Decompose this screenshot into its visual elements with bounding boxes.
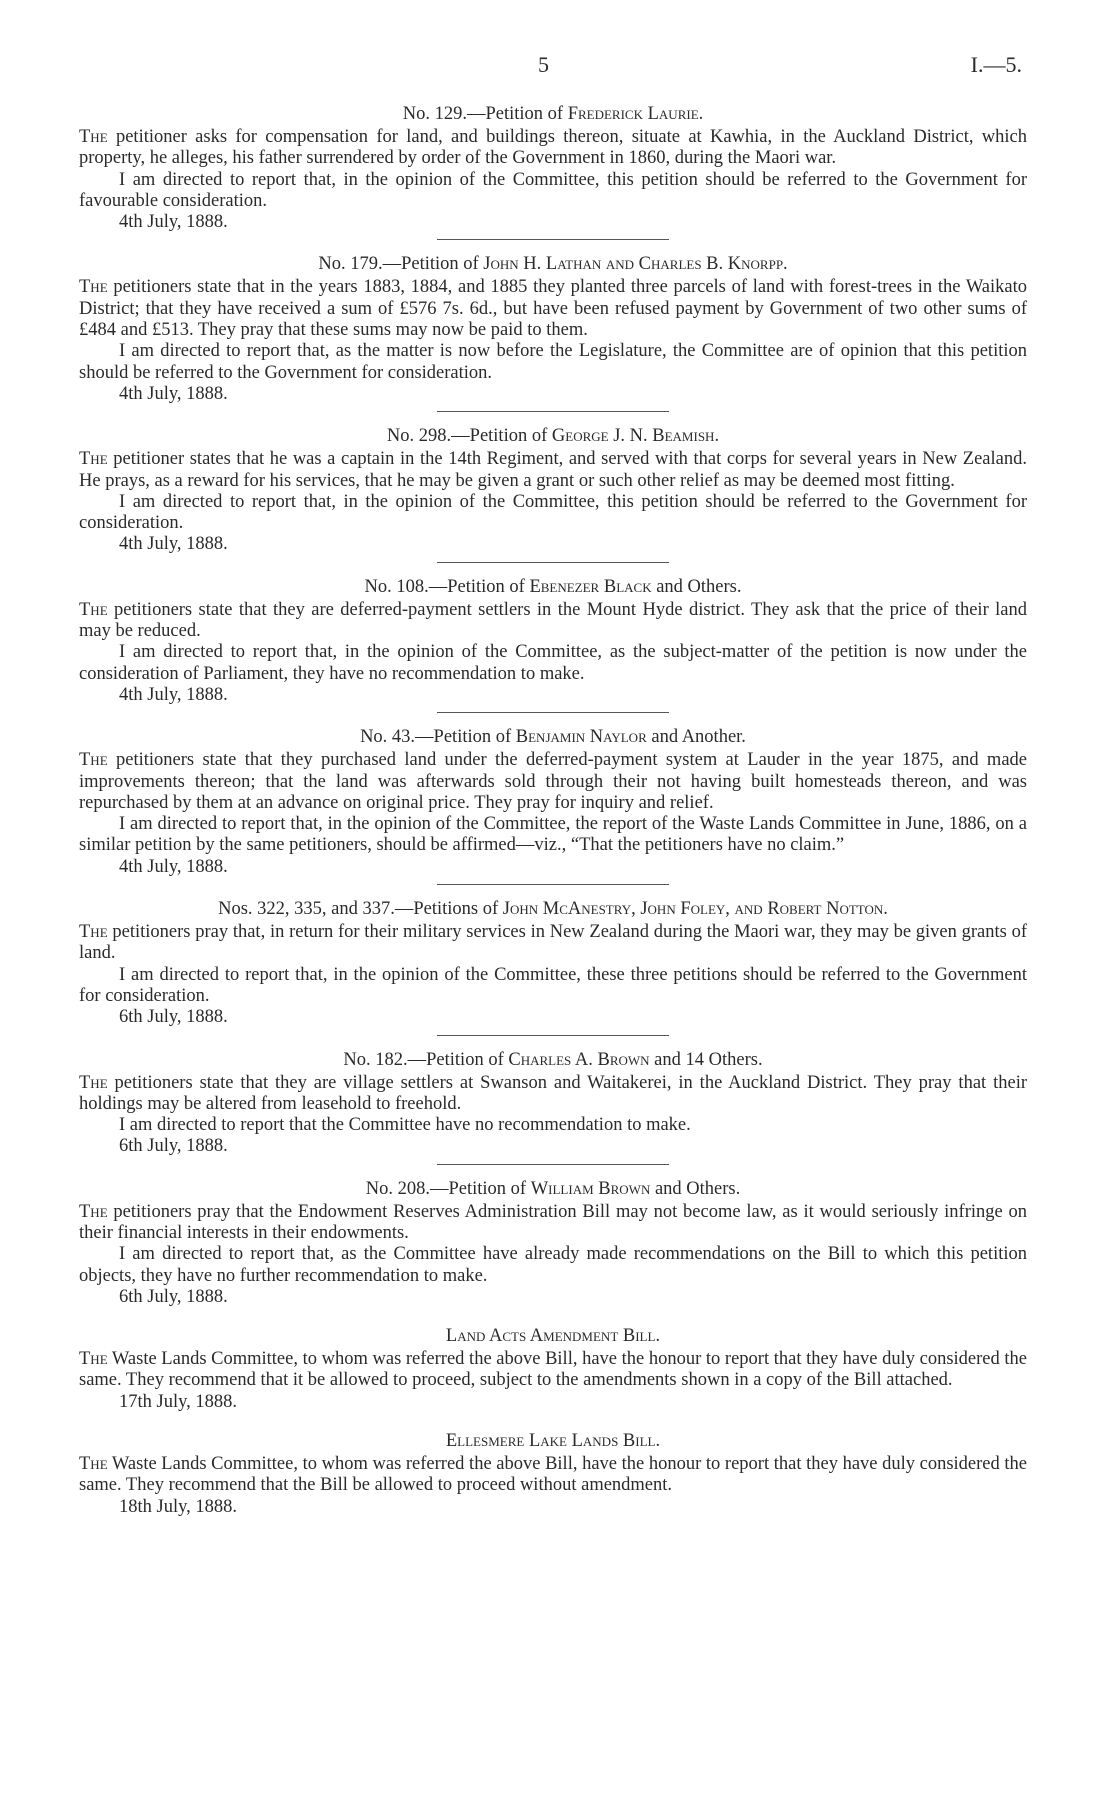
separator-rule xyxy=(437,1164,669,1165)
report-date: 6th July, 1888. xyxy=(119,1136,228,1157)
separator-rule xyxy=(437,411,669,412)
petition-title: No. 298.—Petition of George J. N. Beamish. xyxy=(386,426,720,447)
separator-rule xyxy=(437,1035,669,1036)
committee-report: I am directed to report that, as the matter is now before the Legislature, the Committee are of opinion that this petition should be referred to the Government for consideration. xyxy=(79,341,1027,383)
petition-summary: The petitioners state that they are deferred-payment settlers in the Mount Hyde district. They ask that the price of their land may be reduced. xyxy=(79,599,1027,642)
petition-entry xyxy=(79,899,1027,1028)
report-date: 4th July, 1888. xyxy=(119,383,228,404)
report-date: 18th July, 1888. xyxy=(119,1496,238,1517)
committee-report: I am directed to report that, in the opinion of the Committee, as the subject-matter of the petition is now under the consideration of Parliament, they have no recommendation to make. xyxy=(79,642,1027,684)
page-header xyxy=(0,52,1114,86)
petition-entry xyxy=(79,1050,1027,1158)
petition-summary: The petitioners state that they are village settlers at Swanson and Waitakerei, in the Auckland District. They pray that their holdings may be altered from leasehold to freehold. xyxy=(79,1072,1027,1114)
petition-title: Nos. 322, 335, and 337.—Petitions of John McAnestry, John Foley, and Robert Notton. xyxy=(218,899,888,920)
bill-summary: The Waste Lands Committee, to whom was referred the above Bill, have the honour to report that they have duly considered the same. They recommend that the Bill be allowed to proceed without amendment. xyxy=(79,1454,1027,1496)
petition-entry xyxy=(79,577,1027,706)
petition-entry xyxy=(79,104,1027,233)
page-number: 5 xyxy=(538,52,549,77)
committee-report: I am directed to report that, in the opinion of the Committee, the report of the Waste Lands Committee in June, 1886, on a similar petition by the same petitioners, should be affirmed—viz., “That the petitioners have no claim.” xyxy=(79,814,1027,856)
separator-rule xyxy=(437,239,669,240)
report-date: 4th July, 1888. xyxy=(119,534,228,555)
committee-report: I am directed to report that, in the opinion of the Committee, this petition should be referred to the Government for favourable consideration. xyxy=(79,169,1027,211)
petition-entry xyxy=(79,1179,1027,1308)
separator-rule xyxy=(437,562,669,563)
committee-report: I am directed to report that the Committee have no recommendation to make. xyxy=(119,1115,691,1136)
petition-summary: The petitioner asks for compensation for land, and buildings thereon, situate at Kawhia, in the Auckland District, which property, he alleges, his father surrendered by order of the Government in 1860, during the Maori war. xyxy=(79,127,1027,169)
petition-summary: The petitioners state that they purchased land under the deferred-payment system at Lauder in the year 1875, and made improvements thereon; that the land was afterwards sold through their not having built homesteads thereon, and was repurchased by them at an advance on original price. They pray for inquiry and relief. xyxy=(79,750,1027,813)
report-date: 6th July, 1888. xyxy=(119,1286,228,1307)
bill-report xyxy=(79,1431,1027,1518)
petition-title: No. 179.—Petition of John H. Lathan and Charles B. Knorpp. xyxy=(318,254,788,275)
report-date: 4th July, 1888. xyxy=(119,856,228,877)
petition-summary: The petitioner states that he was a captain in the 14th Regiment, and served with that corps for several years in New Zealand. He prays, as a reward for his services, that he may be given a grant or such other relief as may be deemed most fitting. xyxy=(79,449,1027,491)
committee-report: I am directed to report that, in the opinion of the Committee, this petition should be referred to the Government for consideration. xyxy=(79,491,1027,534)
report-date: 4th July, 1888. xyxy=(119,684,228,705)
report-date: 4th July, 1888. xyxy=(119,212,228,233)
petition-summary: The petitioners state that in the years 1883, 1884, and 1885 they planted three parcels of land with forest-trees in the Waikato District; that they have received a sum of £576 7s. 6d., but have been refused payment by Government of two other sums of £484 and £513. They pray that these sums may now be paid to them. xyxy=(79,277,1027,341)
committee-report: I am directed to report that, in the opinion of the Committee, these three petitions should be referred to the Government for consideration. xyxy=(79,964,1027,1006)
report-date: 6th July, 1888. xyxy=(119,1007,228,1028)
petition-entry xyxy=(79,426,1027,555)
petition-title: No. 43.—Petition of Benjamin Naylor and Another. xyxy=(360,727,746,748)
separator-rule xyxy=(437,712,669,713)
bill-summary: The Waste Lands Committee, to whom was referred the above Bill, have the honour to report that they have duly considered the same. They recommend that it be allowed to proceed, subject to the amendments shown in a copy of the Bill attached. xyxy=(79,1349,1027,1391)
bill-report xyxy=(79,1326,1027,1413)
petition-entry xyxy=(79,254,1027,405)
petition-title: No. 108.—Petition of Ebenezer Black and Others. xyxy=(364,576,742,597)
petition-entry xyxy=(79,727,1027,878)
petition-title: No. 129.—Petition of Frederick Laurie. xyxy=(402,104,704,124)
report-date: 17th July, 1888. xyxy=(119,1391,238,1412)
bill-title: Land Acts Amendment Bill. xyxy=(445,1326,661,1347)
document-reference: I.—5. xyxy=(970,52,1022,77)
petition-summary: The petitioners pray that the Endowment Reserves Administration Bill may not become law, as it would seriously infringe on their financial interests in their endowments. xyxy=(79,1201,1027,1243)
petition-summary: The petitioners pray that, in return for their military services in New Zealand during the Maori war, they may be given grants of land. xyxy=(79,922,1027,964)
petition-title: No. 182.—Petition of Charles A. Brown and 14 Others. xyxy=(343,1049,763,1070)
bill-title: Ellesmere Lake Lands Bill. xyxy=(445,1431,661,1452)
petition-title: No. 208.—Petition of William Brown and Others. xyxy=(365,1178,741,1199)
separator-rule xyxy=(437,884,669,885)
committee-report: I am directed to report that, as the Committee have already made recommendations on the Bill to which this petition objects, they have no further recommendation to make. xyxy=(79,1244,1027,1286)
document-body xyxy=(79,104,1027,1518)
